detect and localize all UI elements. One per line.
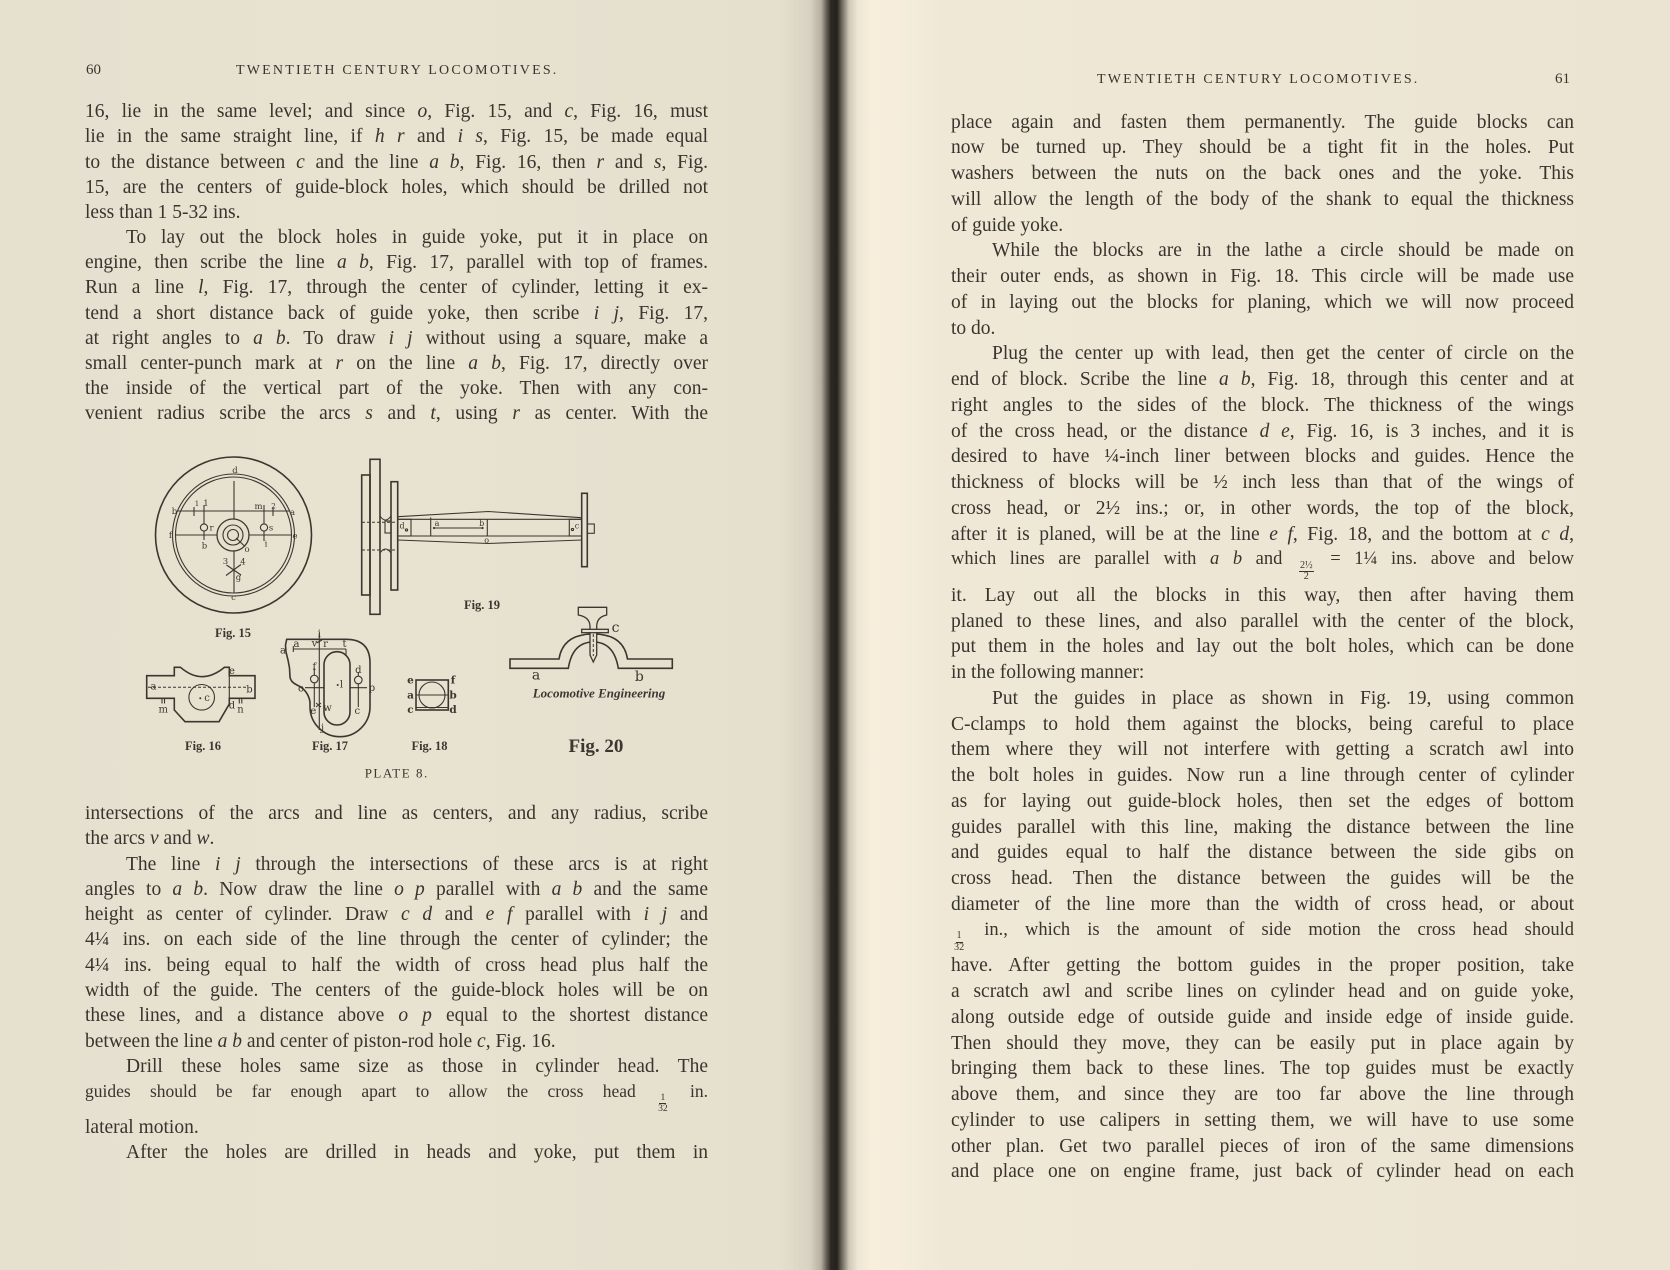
italic-symbol: r bbox=[512, 403, 520, 425]
text-line: of the cross head, or the distance d e, Fig. 16, is 3 inches, and it is bbox=[951, 420, 1574, 442]
text-line: The line i j through the intersections of these arcs is at right bbox=[126, 853, 708, 875]
text-line: angles to a b. Now draw the line o p parallel with a b and the same bbox=[85, 878, 709, 900]
figure-20-clamp bbox=[510, 607, 672, 757]
text-line: place again and fasten them permanently. The guide blocks can bbox=[951, 111, 1574, 133]
text-line: end of block. Scribe the line a b, Fig. 18, through this center and at bbox=[951, 369, 1575, 391]
plate-title: PLATE 8. bbox=[364, 765, 429, 781]
text-line: as for laying out guide-block holes, then set the edges of bottom bbox=[951, 790, 1574, 812]
running-head: TWENTIETH CENTURY LOCOMOTIVES. bbox=[1097, 72, 1420, 87]
label: b bbox=[479, 519, 485, 528]
text-line: and place one on engine frame, just back of cylinder head on each bbox=[951, 1161, 1574, 1183]
boss-curve-top bbox=[380, 516, 391, 520]
label: a bbox=[289, 508, 296, 518]
text-line: at right angles to a b. To draw i j without using a square, make a bbox=[85, 327, 708, 349]
text-line: have. After getting the bottom guides in the proper position, take bbox=[951, 955, 1574, 977]
italic-symbol: o p bbox=[394, 878, 425, 900]
text-line: 4¼ ins. being equal to half the width of cross head plus half the bbox=[85, 954, 708, 976]
figure-caption: Fig. 16 bbox=[184, 739, 222, 753]
text-line: Then should they move, they can be easily put in place again by bbox=[951, 1032, 1574, 1054]
italic-symbol: a b bbox=[217, 1030, 243, 1052]
figure-18-guide-block bbox=[407, 675, 457, 754]
label: j bbox=[320, 723, 325, 734]
fraction-part: 2 bbox=[1303, 571, 1309, 583]
label: a bbox=[434, 519, 440, 528]
text-line: lie in the same straight line, if h r and i s, Fig. 15, be made equal bbox=[85, 126, 709, 148]
italic-symbol: c bbox=[564, 101, 574, 123]
label: c bbox=[231, 593, 236, 603]
figure-caption: Fig. 15 bbox=[214, 626, 252, 640]
plate-8-illustrations bbox=[130, 445, 710, 790]
text-line: in the following manner: bbox=[951, 662, 1145, 684]
label: e bbox=[407, 674, 414, 687]
text-line: height as center of cylinder. Draw c d and e f parallel with i j and bbox=[85, 904, 709, 926]
label: 4 bbox=[240, 557, 246, 568]
label: f bbox=[450, 674, 456, 687]
label: g bbox=[235, 573, 242, 583]
fraction-part: 1 bbox=[660, 1092, 666, 1104]
text-line: lateral motion. bbox=[85, 1116, 199, 1138]
text-line: the inside of the vertical part of the yoke. Then with any con- bbox=[85, 378, 708, 400]
italic-symbol: h r bbox=[374, 126, 405, 148]
italic-symbol: d e bbox=[1259, 420, 1290, 442]
italic-symbol: a b bbox=[172, 878, 204, 900]
label: m bbox=[254, 502, 263, 512]
label: i bbox=[264, 539, 268, 550]
text-line: thickness of blocks will be ½ inch less than that of the wings of bbox=[951, 472, 1574, 494]
cylinder-head-plate bbox=[362, 475, 370, 595]
center-l bbox=[337, 684, 339, 686]
fraction-part: 1 bbox=[956, 929, 962, 941]
washer-c bbox=[582, 629, 609, 632]
italic-symbol: c bbox=[296, 151, 305, 173]
hole-r bbox=[200, 524, 207, 531]
italic-symbol: a b bbox=[1210, 549, 1243, 570]
italic-symbol: i j bbox=[388, 327, 413, 349]
label: c bbox=[204, 693, 210, 704]
fraction bbox=[954, 931, 964, 953]
text-line: 15, are the centers of guide-block holes, which should be drilled not bbox=[85, 176, 708, 198]
italic-symbol: a b bbox=[468, 352, 501, 374]
label: c bbox=[611, 620, 620, 636]
italic-symbol: r bbox=[596, 151, 605, 173]
text-line: it. Lay out all the blocks in this way, then after having them bbox=[951, 584, 1574, 606]
label: v bbox=[311, 638, 318, 650]
text-line: the bolt holes in guides. Now run a line through center of cylinder bbox=[951, 765, 1574, 787]
label: o bbox=[484, 536, 490, 545]
italic-symbol: i s bbox=[457, 126, 484, 148]
text-line: of guide yoke. bbox=[951, 214, 1064, 236]
label: 2 bbox=[271, 501, 276, 511]
yoke-slot bbox=[324, 652, 350, 725]
text-line: guides parallel with this line, making the distance between the line bbox=[951, 816, 1574, 838]
label: d bbox=[399, 521, 405, 531]
figure-19-guides-assembly bbox=[362, 459, 595, 614]
hole-s bbox=[260, 524, 267, 531]
text-line: engine, then scribe the line a b, Fig. 17, parallel with top of frames. bbox=[85, 252, 708, 274]
text-line: guides should be far enough apart to allow the cross head $\frac{1}{32}$ in. bbox=[85, 1081, 708, 1115]
label: o bbox=[297, 683, 305, 695]
label: c bbox=[407, 704, 414, 716]
italic-symbol: c bbox=[477, 1030, 486, 1052]
text-line: a scratch awl and scribe lines on cylinder head and on guide yoke, bbox=[951, 981, 1574, 1003]
label: e bbox=[310, 706, 317, 717]
text-line: Put the guides in place as shown in Fig. 19, using common bbox=[992, 687, 1574, 709]
italic-symbol: e f bbox=[1269, 523, 1293, 545]
text-line: desired to have ¼-inch liner between blocks and guides. Hence the bbox=[951, 446, 1574, 468]
figure-17-guide-yoke bbox=[280, 629, 375, 753]
label: o bbox=[244, 545, 250, 555]
italic-symbol: e f bbox=[485, 904, 513, 926]
text-line: tend a short distance back of guide yoke, then scribe i j, Fig. 17, bbox=[85, 302, 709, 324]
italic-symbol: o p bbox=[398, 1005, 432, 1027]
label: 1 bbox=[194, 500, 200, 508]
figure-caption: Fig. 17 bbox=[311, 739, 349, 753]
italic-symbol: a b bbox=[1219, 369, 1251, 391]
figure-15-cylinder-head bbox=[156, 457, 312, 640]
label: s bbox=[268, 523, 274, 534]
label: m bbox=[158, 704, 169, 716]
italic-symbol: v bbox=[149, 828, 159, 850]
fraction-part: 32 bbox=[658, 1103, 668, 1115]
label: c bbox=[574, 521, 580, 531]
text-line: cylinder to use calipers in setting them, we will have to use some bbox=[951, 1109, 1574, 1131]
label: d bbox=[449, 704, 457, 716]
label: t bbox=[342, 639, 347, 650]
right-page bbox=[842, 0, 1670, 1270]
text-line: small center-punch mark at r on the line a b, Fig. 17, directly over bbox=[85, 352, 708, 374]
text-line: cross head, or 2½ ins.; or, in other words, the top of the block, bbox=[951, 497, 1574, 519]
point-c bbox=[571, 528, 573, 530]
label: a bbox=[407, 689, 414, 702]
label: c bbox=[354, 706, 361, 717]
figure-caption: Fig. 19 bbox=[463, 598, 501, 612]
italic-symbol: t bbox=[430, 403, 436, 425]
italic-symbol: l bbox=[198, 277, 204, 299]
text-line: less than 1 5-32 ins. bbox=[85, 201, 241, 223]
label: a bbox=[293, 639, 300, 650]
text-line: width of the guide. The centers of the guide-block holes will be on bbox=[85, 980, 708, 1002]
text-line: cross head. Then the distance between the guides will be the bbox=[951, 868, 1574, 890]
text-line: along outside edge of outside guide and inside edge of inside guide. bbox=[951, 1006, 1574, 1028]
label: b bbox=[171, 507, 178, 517]
label: d bbox=[232, 466, 238, 476]
italic-symbol: a b bbox=[253, 327, 286, 349]
label: p bbox=[368, 683, 376, 694]
italic-symbol: s bbox=[653, 151, 662, 173]
cylinder-flange bbox=[370, 459, 380, 614]
fraction-part: 32 bbox=[954, 941, 965, 953]
text-line: planed to these lines, and also parallel with the center of the block, bbox=[951, 610, 1574, 632]
label: a bbox=[150, 681, 157, 693]
text-line: between the line a b and center of piston-rod hole c, Fig. 16. bbox=[85, 1030, 556, 1052]
label: b bbox=[449, 689, 457, 702]
italic-symbol: a b bbox=[429, 151, 460, 173]
label: n bbox=[237, 704, 244, 716]
text-line: intersections of the arcs and line as centers, and any radius, scribe bbox=[85, 803, 708, 824]
bottom-guide-edge bbox=[398, 540, 582, 544]
text-line: after it is planed, will be at the line e f, Fig. 18, and the bottom at c d, bbox=[951, 523, 1574, 545]
label: f bbox=[312, 662, 317, 673]
text-line: them where they will not interfere with getting a scratch awl into bbox=[951, 739, 1574, 761]
italic-symbol: s bbox=[365, 403, 373, 425]
figure-16-cross-head bbox=[147, 666, 255, 753]
text-line: venient radius scribe the arcs s and t, using r as center. With the bbox=[85, 403, 709, 425]
body-text-before-plate bbox=[85, 99, 708, 426]
italic-symbol: i j bbox=[215, 853, 241, 875]
top-guide-edge bbox=[398, 512, 582, 518]
text-line: right angles to the sides of the block. The thickness of the wings bbox=[951, 394, 1574, 416]
text-line: 16, lie in the same level; and since o, Fig. 15, and c, Fig. 16, must bbox=[85, 101, 708, 123]
italic-symbol: r bbox=[335, 352, 344, 374]
italic-symbol: w bbox=[196, 828, 210, 850]
point-d bbox=[405, 529, 407, 531]
text-line: Drill these holes same size as those in cylinder head. The bbox=[126, 1055, 708, 1077]
italic-symbol: a b bbox=[551, 878, 583, 900]
text-line: $\frac{1}{32}$ in., which is the amount of side motion the cross head should bbox=[954, 919, 1574, 953]
page-number: 61 bbox=[1555, 71, 1570, 87]
center-c bbox=[199, 697, 201, 699]
label: i bbox=[317, 629, 321, 640]
label: 3 bbox=[222, 557, 229, 567]
italic-symbol: i j bbox=[643, 904, 668, 926]
text-line: After the holes are drilled in heads and yoke, put them in bbox=[126, 1141, 708, 1163]
left-page bbox=[0, 0, 826, 1270]
text-line: C-clamps to hold them against the blocks, being careful to place bbox=[951, 713, 1574, 735]
text-line: Plug the center up with lead, then get the center of circle on the bbox=[992, 343, 1574, 365]
text-line: their outer ends, as shown in Fig. 18. This circle will be made use bbox=[951, 266, 1574, 288]
text-line: bringing them back to these lines. The top guides must be exactly bbox=[951, 1058, 1574, 1080]
label: b bbox=[634, 669, 644, 685]
label: w bbox=[323, 703, 332, 714]
text-line: washers between the nuts on the back ones and the yoke. This bbox=[951, 163, 1574, 185]
text-line: which lines are parallel with a b and $\frac{\text{2½}}{2}$ = 1¼ ins. above and below bbox=[951, 549, 1575, 583]
label: a bbox=[531, 667, 541, 684]
text-line: Run a line l, Fig. 17, through the center of cylinder, letting it ex- bbox=[85, 277, 708, 299]
text-line: will allow the length of the body of the shank to equal the thickness bbox=[951, 188, 1574, 210]
fraction-part: 2½ bbox=[1299, 559, 1313, 571]
label: l bbox=[339, 679, 344, 691]
text-line: to do. bbox=[951, 317, 996, 339]
text-line: to the distance between c and the line a b, Fig. 16, then r and s, Fig. bbox=[85, 151, 709, 173]
label: r bbox=[209, 523, 214, 534]
label: 1 bbox=[203, 499, 209, 509]
italic-symbol: o bbox=[417, 101, 428, 123]
text-line: To lay out the block holes in guide yoke, put it in place on bbox=[126, 227, 708, 249]
guide-yoke-plate bbox=[582, 493, 588, 566]
text-line: 4¼ ins. on each side of the line through the center of cylinder; the bbox=[85, 929, 708, 951]
label: e bbox=[292, 531, 298, 542]
page-number: 60 bbox=[86, 62, 101, 78]
text-line: now be turned up. They should be a tight fit in the holes. Put bbox=[951, 137, 1574, 159]
text-line: of in laying out the blocks for planing, which we will now proceed bbox=[951, 291, 1574, 313]
text-line: put them in the holes and lay out the bolt holes, which can be done bbox=[951, 636, 1574, 658]
body-text-after-plate bbox=[85, 801, 708, 1165]
italic-symbol: i j bbox=[593, 302, 620, 324]
label: e bbox=[229, 666, 235, 677]
body-text bbox=[951, 110, 1574, 1185]
italic-symbol: a b bbox=[337, 252, 369, 274]
text-line: the arcs v and w. bbox=[85, 828, 215, 850]
piston-rod-hole bbox=[189, 685, 215, 711]
running-head: TWENTIETH CENTURY LOCOMOTIVES. bbox=[236, 63, 559, 78]
label: b bbox=[246, 684, 253, 696]
figure-caption: Fig. 18 bbox=[411, 739, 448, 753]
label: r bbox=[323, 639, 328, 650]
figure-credit: Locomotive Engineering bbox=[532, 685, 666, 701]
italic-symbol: c d bbox=[1541, 523, 1570, 545]
text-line: and guides equal to half the distance between the side gibs on bbox=[951, 842, 1574, 864]
label: d bbox=[228, 700, 236, 712]
fraction bbox=[1299, 561, 1314, 583]
yoke-nut bbox=[587, 524, 594, 533]
label: a bbox=[280, 645, 286, 657]
text-line: other plan. Get two parallel pieces of iron of the same dimensions bbox=[951, 1135, 1574, 1157]
label: b bbox=[201, 541, 208, 552]
label: d bbox=[355, 665, 362, 676]
text-line: diameter of the line more than the width of cross head, or about bbox=[951, 893, 1574, 915]
label: f bbox=[168, 531, 173, 541]
figure-caption: Fig. 20 bbox=[568, 736, 624, 757]
fraction bbox=[658, 1093, 668, 1114]
hole-f bbox=[311, 675, 319, 683]
hole-d bbox=[355, 676, 363, 684]
text-line: these lines, and a distance above o p equal to the shortest distance bbox=[85, 1005, 708, 1027]
italic-symbol: c d bbox=[401, 904, 433, 926]
guide-plate bbox=[391, 482, 398, 590]
text-line: above them, and since they are too far above the line through bbox=[951, 1084, 1574, 1106]
text-line: While the blocks are in the lathe a circle should be made on bbox=[992, 240, 1574, 262]
